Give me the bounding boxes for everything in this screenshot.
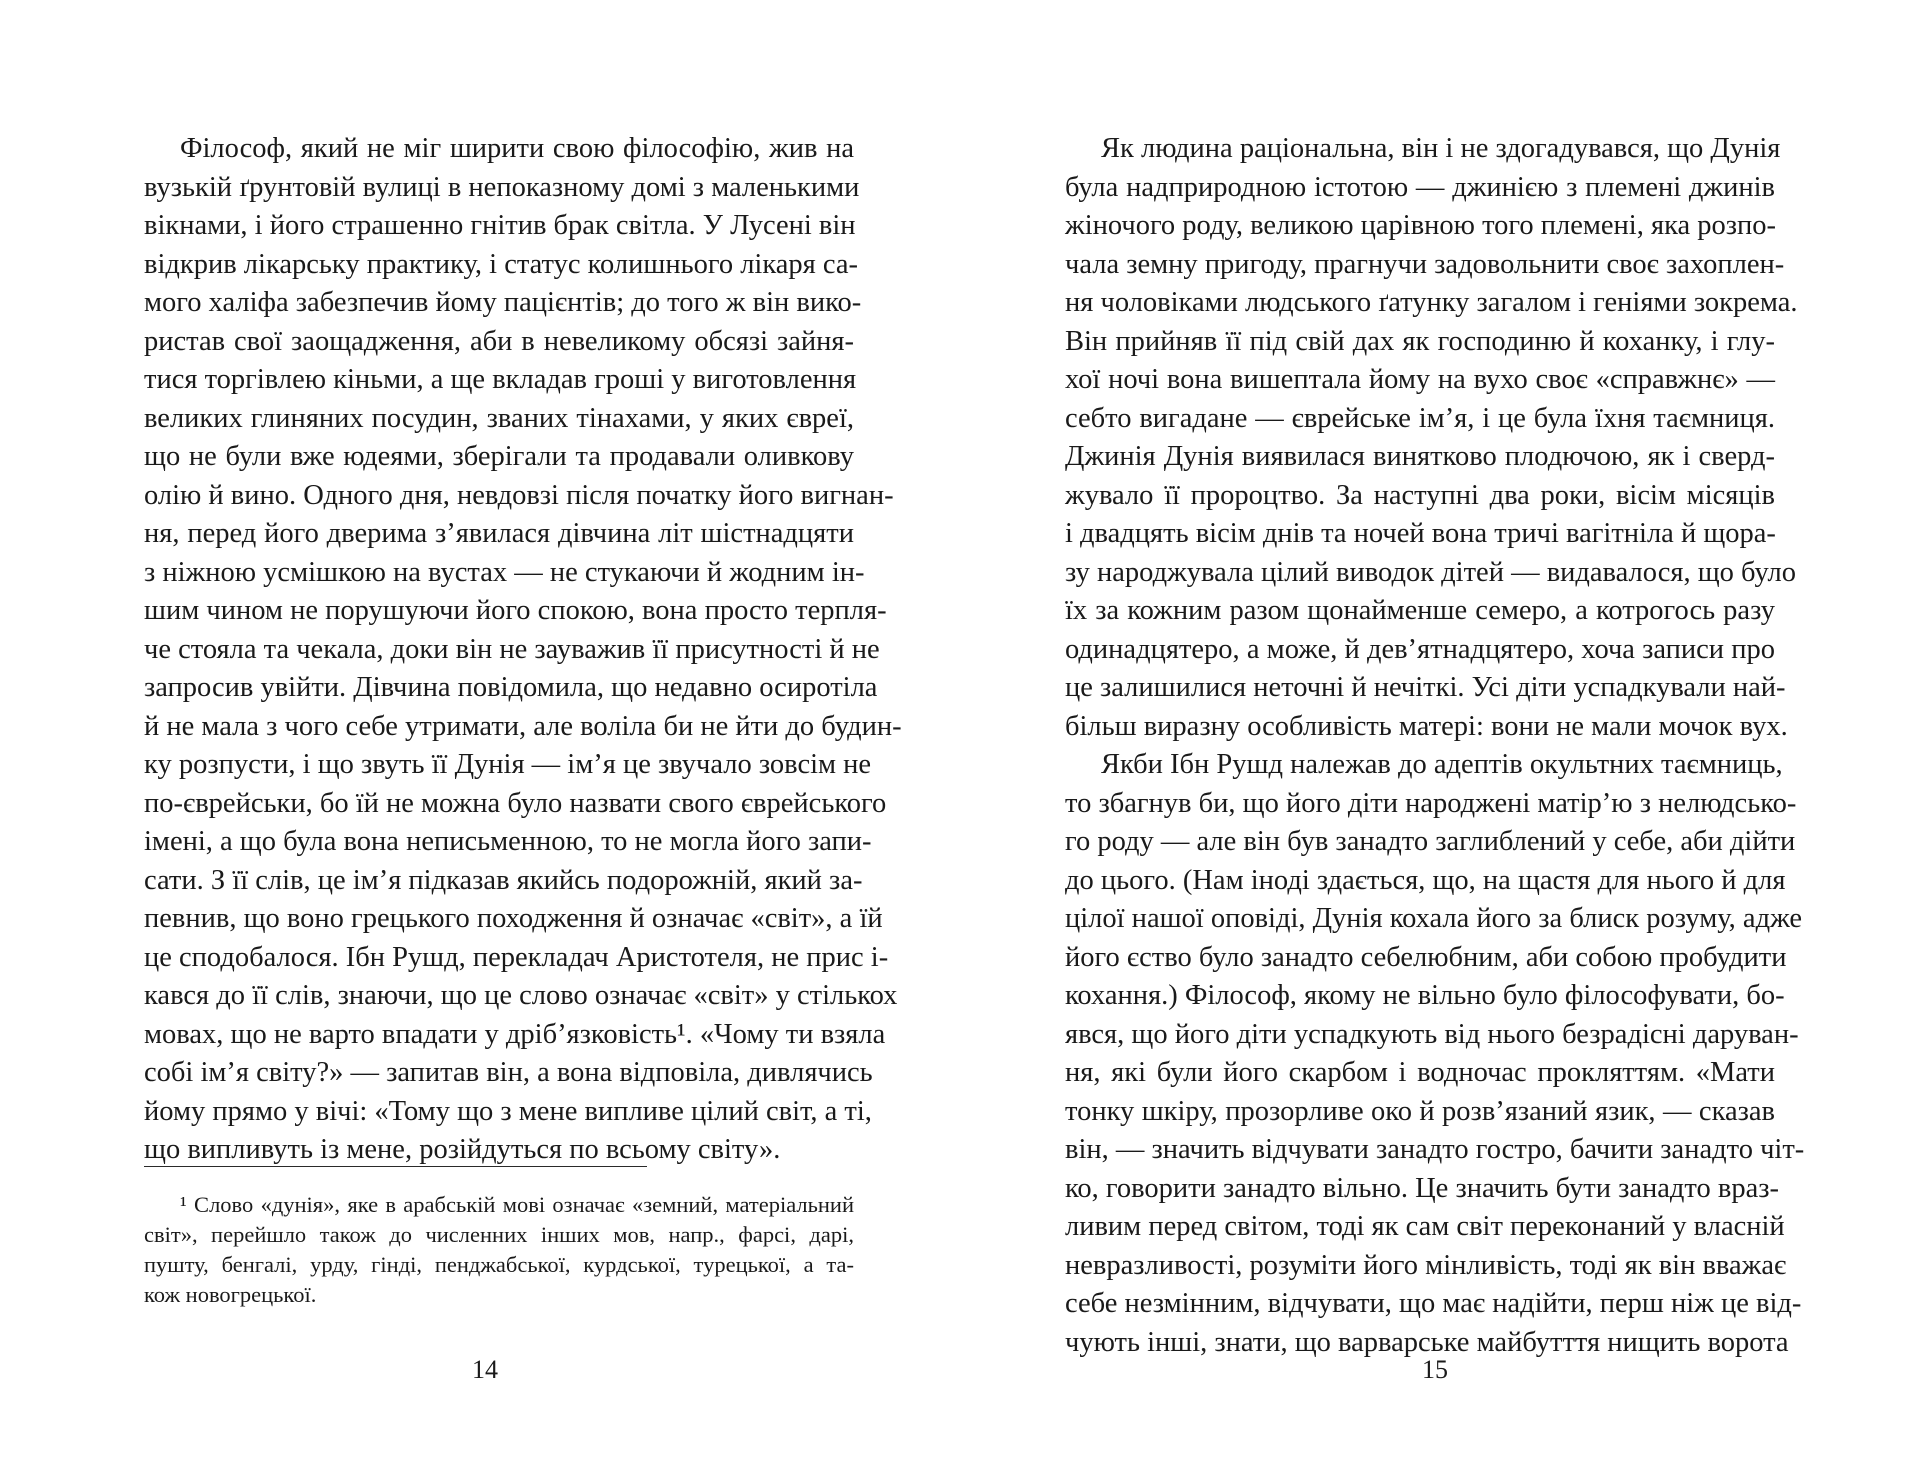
- text-line: мовах, що не варто впадати у дріб’язковість¹. «Чому ти взяла: [144, 1018, 886, 1050]
- text-line: його єство було занадто себелюбним, аби собою пробудити: [1065, 941, 1787, 973]
- text-line: жувало її пророцтво. За наступні два роки, вісім місяців: [1065, 479, 1775, 511]
- footnote-divider: [144, 1166, 647, 1167]
- text-line: го роду — але він був занадто заглиблений у себе, аби дійти: [1065, 826, 1796, 857]
- text-line: Якби Ібн Рушд належав до адептів окультних таємниць,: [1101, 749, 1783, 780]
- text-line: йому прямо у вічі: «Тому що з мене випливе цілий світ, а ті,: [144, 1095, 872, 1127]
- text-line: олію й вино. Одного дня, невдовзі після початку його вигнан-: [144, 479, 894, 511]
- page-number: 14: [472, 1355, 498, 1384]
- text-line: ливим перед світом, тоді як сам світ переконаний у власній: [1065, 1211, 1785, 1242]
- text-line: явся, що його діти успадкують від нього безрадісні даруван-: [1065, 1018, 1799, 1050]
- text-line: це сподобалося. Ібн Рушд, перекладач Аристотеля, не прис і-: [144, 941, 889, 973]
- text-line: шим чином не порушуючи його спокою, вона просто терпля-: [144, 595, 887, 626]
- text-line: кався до її слів, знаючи, що це слово означає «світ» у стількох: [144, 980, 898, 1011]
- right-page: [960, 0, 1920, 1477]
- text-line: з ніжною усмішкою на вустах — не стукаючи й жодним ін-: [144, 556, 865, 588]
- text-line: тонку шкіру, прозорливе око й розв’язаний язик, — сказав: [1065, 1095, 1775, 1127]
- text-line: певнив, що воно грецького походження й означає «світ», а їй: [144, 903, 883, 934]
- text-line: і двадцять вісім днів та ночей вона тричі вагітніла й щора-: [1065, 518, 1776, 549]
- text-line: що випливуть із мене, розійдуться по всьому світу».: [144, 1134, 781, 1165]
- footnote-line: ¹ Слово «дунія», яке в арабській мові означає «земний, матеріальний: [180, 1192, 854, 1217]
- text-line: кохання.) Філософ, якому не вільно було філософувати, бо-: [1065, 980, 1785, 1011]
- text-line: Філософ, який не міг ширити свою філософію, жив на: [180, 133, 854, 164]
- footnote-line: світ», перейшло також до численних інших мов, напр., фарсі, дарі,: [144, 1222, 854, 1247]
- text-line: невразливості, розуміти його мінливість, тоді як він вважає: [1065, 1249, 1787, 1281]
- text-line: ня, перед його дверима з’явилася дівчина літ шістнадцяти: [144, 518, 854, 549]
- right-page-text: [1065, 130, 1805, 1362]
- text-line: собі ім’я світу?» — запитав він, а вона відповіла, дивлячись: [144, 1057, 873, 1088]
- footnote-line: пушту, бенгалі, урду, гінді, пенджабської, курдської, турецької, а та-: [144, 1252, 854, 1277]
- text-line: зу народжувала цілий виводок дітей — видавалося, що було: [1065, 556, 1796, 588]
- text-line: чала земну пригоду, прагнучи задовольнити своє захоплен-: [1065, 248, 1785, 280]
- text-line: що не були вже юдеями, зберігали та продавали оливкову: [144, 441, 854, 472]
- text-line: хої ночі вона вишептала йому на вухо своє «справжнє» —: [1065, 364, 1775, 395]
- text-line: відкрив лікарську практику, і статус колишнього лікаря са-: [144, 248, 859, 280]
- text-line: великих глиняних посудин, званих тінахами, у яких євреї,: [144, 402, 854, 434]
- text-line: до цього. (Нам іноді здається, що, на щастя для нього й для: [1065, 864, 1786, 896]
- text-line: цілої нашої оповіді, Дунія кохала його за блиск розуму, адже: [1065, 903, 1803, 934]
- text-line: їх за кожним разом щонайменше семеро, а котрогось разу: [1065, 595, 1775, 626]
- text-line: Джинія Дунія виявилася винятково плодючою, як і сверд-: [1065, 441, 1775, 472]
- text-line: то збагнув би, що його діти народжені матір’ю з нелюдсько-: [1065, 787, 1797, 819]
- text-line: тися торгівлею кіньми, а ще вкладав гроші у виготовлення: [144, 364, 857, 395]
- text-line: Він прийняв її під свій дах як господиню й коханку, і глу-: [1065, 325, 1775, 357]
- page-number: 15: [1422, 1355, 1448, 1384]
- text-line: мого халіфа забезпечив йому пацієнтів; до того ж він вико-: [144, 287, 862, 318]
- text-line: Як людина раціональна, він і не здогадувався, що Дунія: [1101, 133, 1781, 164]
- text-line: це залишилися неточні й нечіткі. Усі діти успадкували най-: [1065, 672, 1786, 703]
- text-line: по-єврейськи, бо їй не можна було назвати свого єврейського: [144, 787, 887, 819]
- text-line: вузькій ґрунтовій вулиці в непоказному домі з маленькими: [144, 171, 860, 203]
- left-page-text: [144, 130, 902, 1170]
- text-line: себе незмінним, відчувати, що має надійти, перш ніж це від-: [1065, 1288, 1802, 1319]
- text-line: одинадцятеро, а може, й дев’ятнадцятеро, хоча записи про: [1065, 633, 1775, 665]
- text-line: ня чоловіками людського ґатунку загалом і геніями зокрема.: [1065, 287, 1798, 318]
- text-line: ристав свої заощадження, аби в невеликому обсязі зайня-: [144, 325, 854, 357]
- text-line: сати. З її слів, це ім’я підказав якийсь подорожній, який за-: [144, 864, 863, 896]
- text-line: жіночого роду, великою царівною того племені, яка розпо-: [1065, 210, 1777, 241]
- text-line: більш виразну особливість матері: вони не мали мочок вух.: [1065, 710, 1788, 742]
- text-line: імені, а що була вона неписьменною, то не могла його запи-: [144, 826, 872, 857]
- footnote-line: кож новогрецької.: [144, 1282, 317, 1307]
- text-line: він, — значить відчувати занадто гостро, бачити занадто чіт-: [1065, 1134, 1805, 1165]
- text-line: ня, які були його скарбом і водночас прокляттям. «Мати: [1065, 1057, 1775, 1088]
- text-line: ко, говорити занадто вільно. Це значить бути занадто враз-: [1065, 1172, 1779, 1204]
- text-line: вікнами, і його страшенно гнітив брак світла. У Лусені він: [144, 210, 856, 241]
- footnote: [144, 1190, 854, 1310]
- text-line: ку розпусти, і що звуть її Дунія — ім’я це звучало зовсім не: [144, 749, 872, 780]
- text-line: чують інші, знати, що варварське майбутття нищить ворота: [1065, 1326, 1789, 1358]
- text-line: запросив увійти. Дівчина повідомила, що недавно осиротіла: [144, 672, 878, 703]
- text-line: була надприродною істотою — джинією з племені джинів: [1065, 171, 1775, 203]
- text-line: й не мала з чого себе утримати, але воліла би не йти до будин-: [144, 710, 902, 742]
- text-line: че стояла та чекала, доки він не зауважив її присутності й не: [144, 633, 880, 665]
- text-line: себто вигадане — єврейське ім’я, і це була їхня таємниця.: [1065, 402, 1775, 434]
